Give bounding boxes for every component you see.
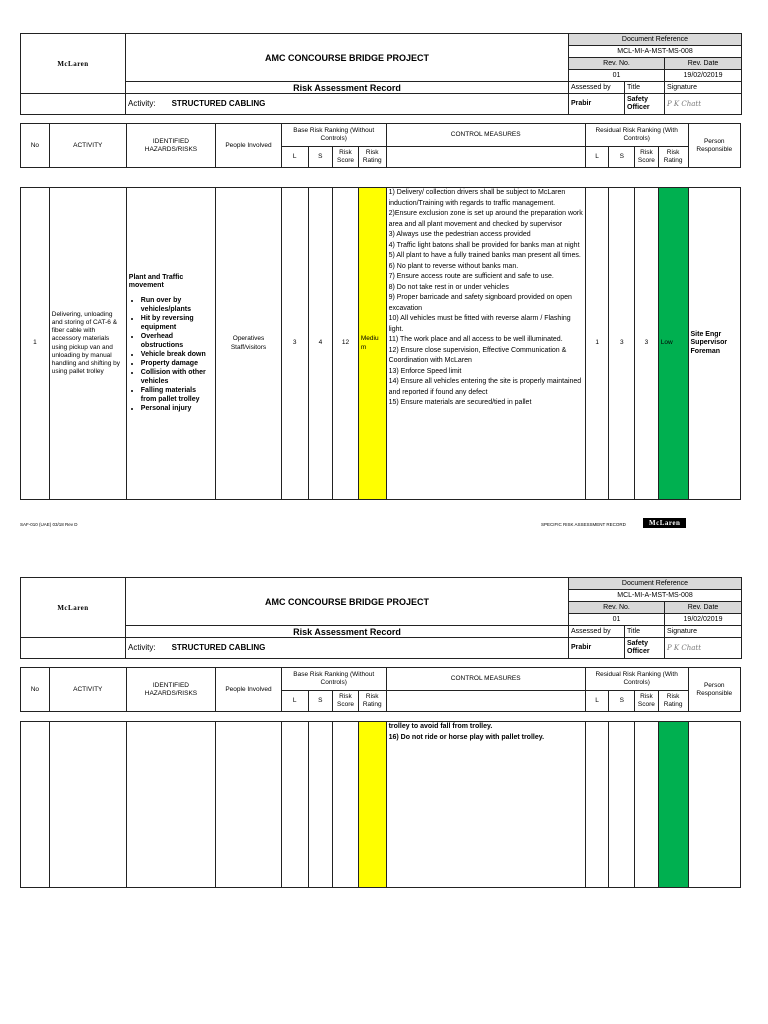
doc-ref-value: MCL-MI-A-MST-MS-008	[569, 46, 742, 58]
activity-label: Activity:	[128, 643, 156, 652]
assessor-title: Safety Officer	[625, 94, 665, 115]
row-res-score: 3	[635, 188, 659, 500]
row-res-rating: Low	[658, 188, 688, 500]
col-res-rating: Risk Rating	[658, 691, 688, 712]
assessor-title: Safety Officer	[625, 638, 665, 659]
hazard-item: • Overhead obstructions	[141, 332, 213, 350]
col-res-score: Risk Score	[635, 147, 659, 168]
col-base-group: Base Risk Ranking (Without Controls)	[281, 124, 386, 147]
control-item: 13) Enforce Speed limit	[388, 367, 462, 375]
row-base-rating-cont	[358, 722, 386, 888]
col-res-s: S	[609, 147, 635, 168]
activity-row	[126, 94, 569, 115]
row-base-rating: Medium	[358, 188, 386, 500]
rev-date-label: Rev. Date	[665, 58, 742, 70]
col-base-rating: Risk Rating	[358, 147, 386, 168]
row-res-rating-cont	[658, 722, 688, 888]
rev-date-value: 19/02/02019	[665, 70, 742, 82]
control-item: 15) Ensure materials are secured/tied in pallet	[388, 399, 532, 406]
col-no: No	[21, 668, 50, 712]
control-item: 6) No plant to reverse without banks man.	[388, 262, 519, 270]
activity-value: STRUCTURED CABLING	[171, 643, 266, 652]
col-no: No	[21, 124, 50, 168]
title-label: Title	[625, 82, 665, 94]
activity-row	[126, 638, 569, 659]
hazard-item: • Falling materials from pallet trolley	[141, 386, 213, 404]
assessor-name: Prabir	[569, 638, 625, 659]
row-hazards	[126, 188, 215, 500]
control-item: 7) Ensure access route are sufficient and safe to use.	[388, 273, 554, 280]
header-table-2	[20, 577, 742, 659]
column-header-2	[20, 667, 741, 712]
col-res-s: S	[609, 691, 635, 712]
row-people: Operatives Staff/visitors	[216, 188, 282, 500]
assessed-by-label: Assessed by	[569, 626, 625, 638]
activity-value: STRUCTURED CABLING	[171, 99, 266, 108]
control-item: trolley to avoid fall from trolley.	[388, 723, 493, 730]
header-table-1	[20, 33, 742, 115]
control-item: 11) The work place and all access to be well illuminated.	[388, 336, 563, 343]
signature: P K Chatt	[665, 94, 742, 115]
control-item: 10) All vehicles must be fitted with reverse alarm / Flashing light.	[388, 315, 571, 333]
col-residual-group: Residual Risk Ranking (With Controls)	[585, 124, 688, 147]
hazard-title: Plant and Traffic movement	[128, 273, 184, 289]
rev-no-label: Rev. No.	[569, 602, 665, 614]
hazard-item: • Vehicle break down	[141, 350, 213, 359]
col-hazards: IDENTIFIED HAZARDS/RISKS	[126, 124, 215, 168]
col-people: People Involved	[216, 668, 282, 712]
mclaren-logo: McLaren	[21, 578, 126, 638]
col-base-rating: Risk Rating	[358, 691, 386, 712]
control-item: 8) Do not take rest in or under vehicles	[388, 283, 509, 291]
col-activity: ACTIVITY	[49, 668, 126, 712]
doc-ref-value: MCL-MI-A-MST-MS-008	[569, 590, 742, 602]
col-base-l: L	[281, 691, 308, 712]
col-control: CONTROL MEASURES	[386, 668, 585, 691]
project-title: AMC CONCOURSE BRIDGE PROJECT	[126, 578, 569, 626]
column-header-1	[20, 123, 741, 168]
hazard-item: • Run over by vehicles/plants	[141, 296, 213, 314]
doc-ref-label: Document Reference	[569, 578, 742, 590]
control-item: 4) Traffic light batons shall be provided for banks man at night	[388, 241, 580, 249]
record-title: Risk Assessment Record	[126, 82, 569, 94]
table-row	[21, 188, 741, 500]
col-control: CONTROL MEASURES	[386, 124, 585, 147]
row-res-l: 1	[585, 188, 609, 500]
row-res-s: 3	[609, 188, 635, 500]
activity-label: Activity:	[128, 99, 156, 108]
record-title: Risk Assessment Record	[126, 626, 569, 638]
assessed-by-label: Assessed by	[569, 82, 625, 94]
col-res-l: L	[585, 691, 609, 712]
title-label: Title	[625, 626, 665, 638]
rev-no-value: 01	[569, 70, 665, 82]
col-residual-group: Residual Risk Ranking (With Controls)	[585, 668, 688, 691]
control-item: 9) Proper barricade and safety signboard provided on open excavation	[388, 294, 572, 312]
rev-no-label: Rev. No.	[569, 58, 665, 70]
control-item: 2)Ensure exclusion zone is set up around the preparation work area and all plant movement and checked by supervisor	[388, 210, 583, 228]
hazard-item: • Collision with other vehicles	[141, 368, 213, 386]
col-base-s: S	[308, 147, 333, 168]
mclaren-logo: McLaren	[21, 34, 126, 94]
rev-date-value: 19/02/02019	[665, 614, 742, 626]
col-res-score: Risk Score	[635, 691, 659, 712]
control-item: 16) Do not ride or horse play with pallet trolley.	[388, 733, 545, 741]
project-title: AMC CONCOURSE BRIDGE PROJECT	[126, 34, 569, 82]
col-activity: ACTIVITY	[49, 124, 126, 168]
hazard-item: • Personal injury	[141, 404, 213, 413]
control-item: 3) Always use the pedestrian access provided	[388, 231, 531, 238]
row-base-l: 3	[281, 188, 308, 500]
col-base-group: Base Risk Ranking (Without Controls)	[281, 668, 386, 691]
row-person-responsible: Site Engr Supervisor Foreman	[688, 188, 740, 500]
doc-ref-label: Document Reference	[569, 34, 742, 46]
col-base-score: Risk Score	[333, 147, 359, 168]
control-item: 14) Ensure all vehicles entering the site is properly maintained and reported if found any defect	[388, 378, 582, 396]
row-base-score: 12	[333, 188, 359, 500]
footer-title: SPECIFIC RISK ASSESSMENT RECORD	[541, 522, 626, 527]
hazard-item: • Property damage	[141, 359, 213, 368]
col-people: People Involved	[216, 124, 282, 168]
row-controls	[386, 188, 585, 500]
col-hazards: IDENTIFIED HAZARDS/RISKS	[126, 668, 215, 712]
control-item: 5) All plant to have a fully trained banks man present all times.	[388, 252, 581, 259]
col-base-score: Risk Score	[333, 691, 359, 712]
row-no: 1	[21, 188, 50, 500]
rev-date-label: Rev. Date	[665, 602, 742, 614]
col-person: Person Responsible	[688, 124, 740, 168]
signature: P K Chatt	[665, 638, 742, 659]
row-controls-cont	[386, 722, 585, 888]
hazard-item: • Hit by reversing equipment	[141, 314, 213, 332]
col-res-rating: Risk Rating	[658, 147, 688, 168]
table-row	[21, 722, 741, 888]
risk-table-2	[20, 721, 741, 888]
row-activity: Delivering, unloading and storing of CAT-6 & fiber cable with accessory materials using pickup van and unloading by manual handling and shifting by using pallet trolley	[49, 188, 126, 500]
control-item: 12) Ensure close supervision, Effective Communication & Coordination with McLaren	[388, 346, 567, 364]
col-base-l: L	[281, 147, 308, 168]
row-base-s: 4	[308, 188, 333, 500]
signature-label: Signature	[665, 626, 742, 638]
footer-logo: McLaren	[643, 518, 686, 528]
col-person: Person Responsible	[688, 668, 740, 712]
control-item: 1) Delivery/ collection drivers shall be subject to McLaren induction/Training with regards to traffic management.	[388, 189, 566, 207]
rev-no-value: 01	[569, 614, 665, 626]
assessor-name: Prabir	[569, 94, 625, 115]
footer-form-code: SAF-010 (UAE) 03/18 Rev D	[20, 522, 78, 527]
col-base-s: S	[308, 691, 333, 712]
signature-label: Signature	[665, 82, 742, 94]
col-res-l: L	[585, 147, 609, 168]
risk-table-1	[20, 187, 741, 500]
